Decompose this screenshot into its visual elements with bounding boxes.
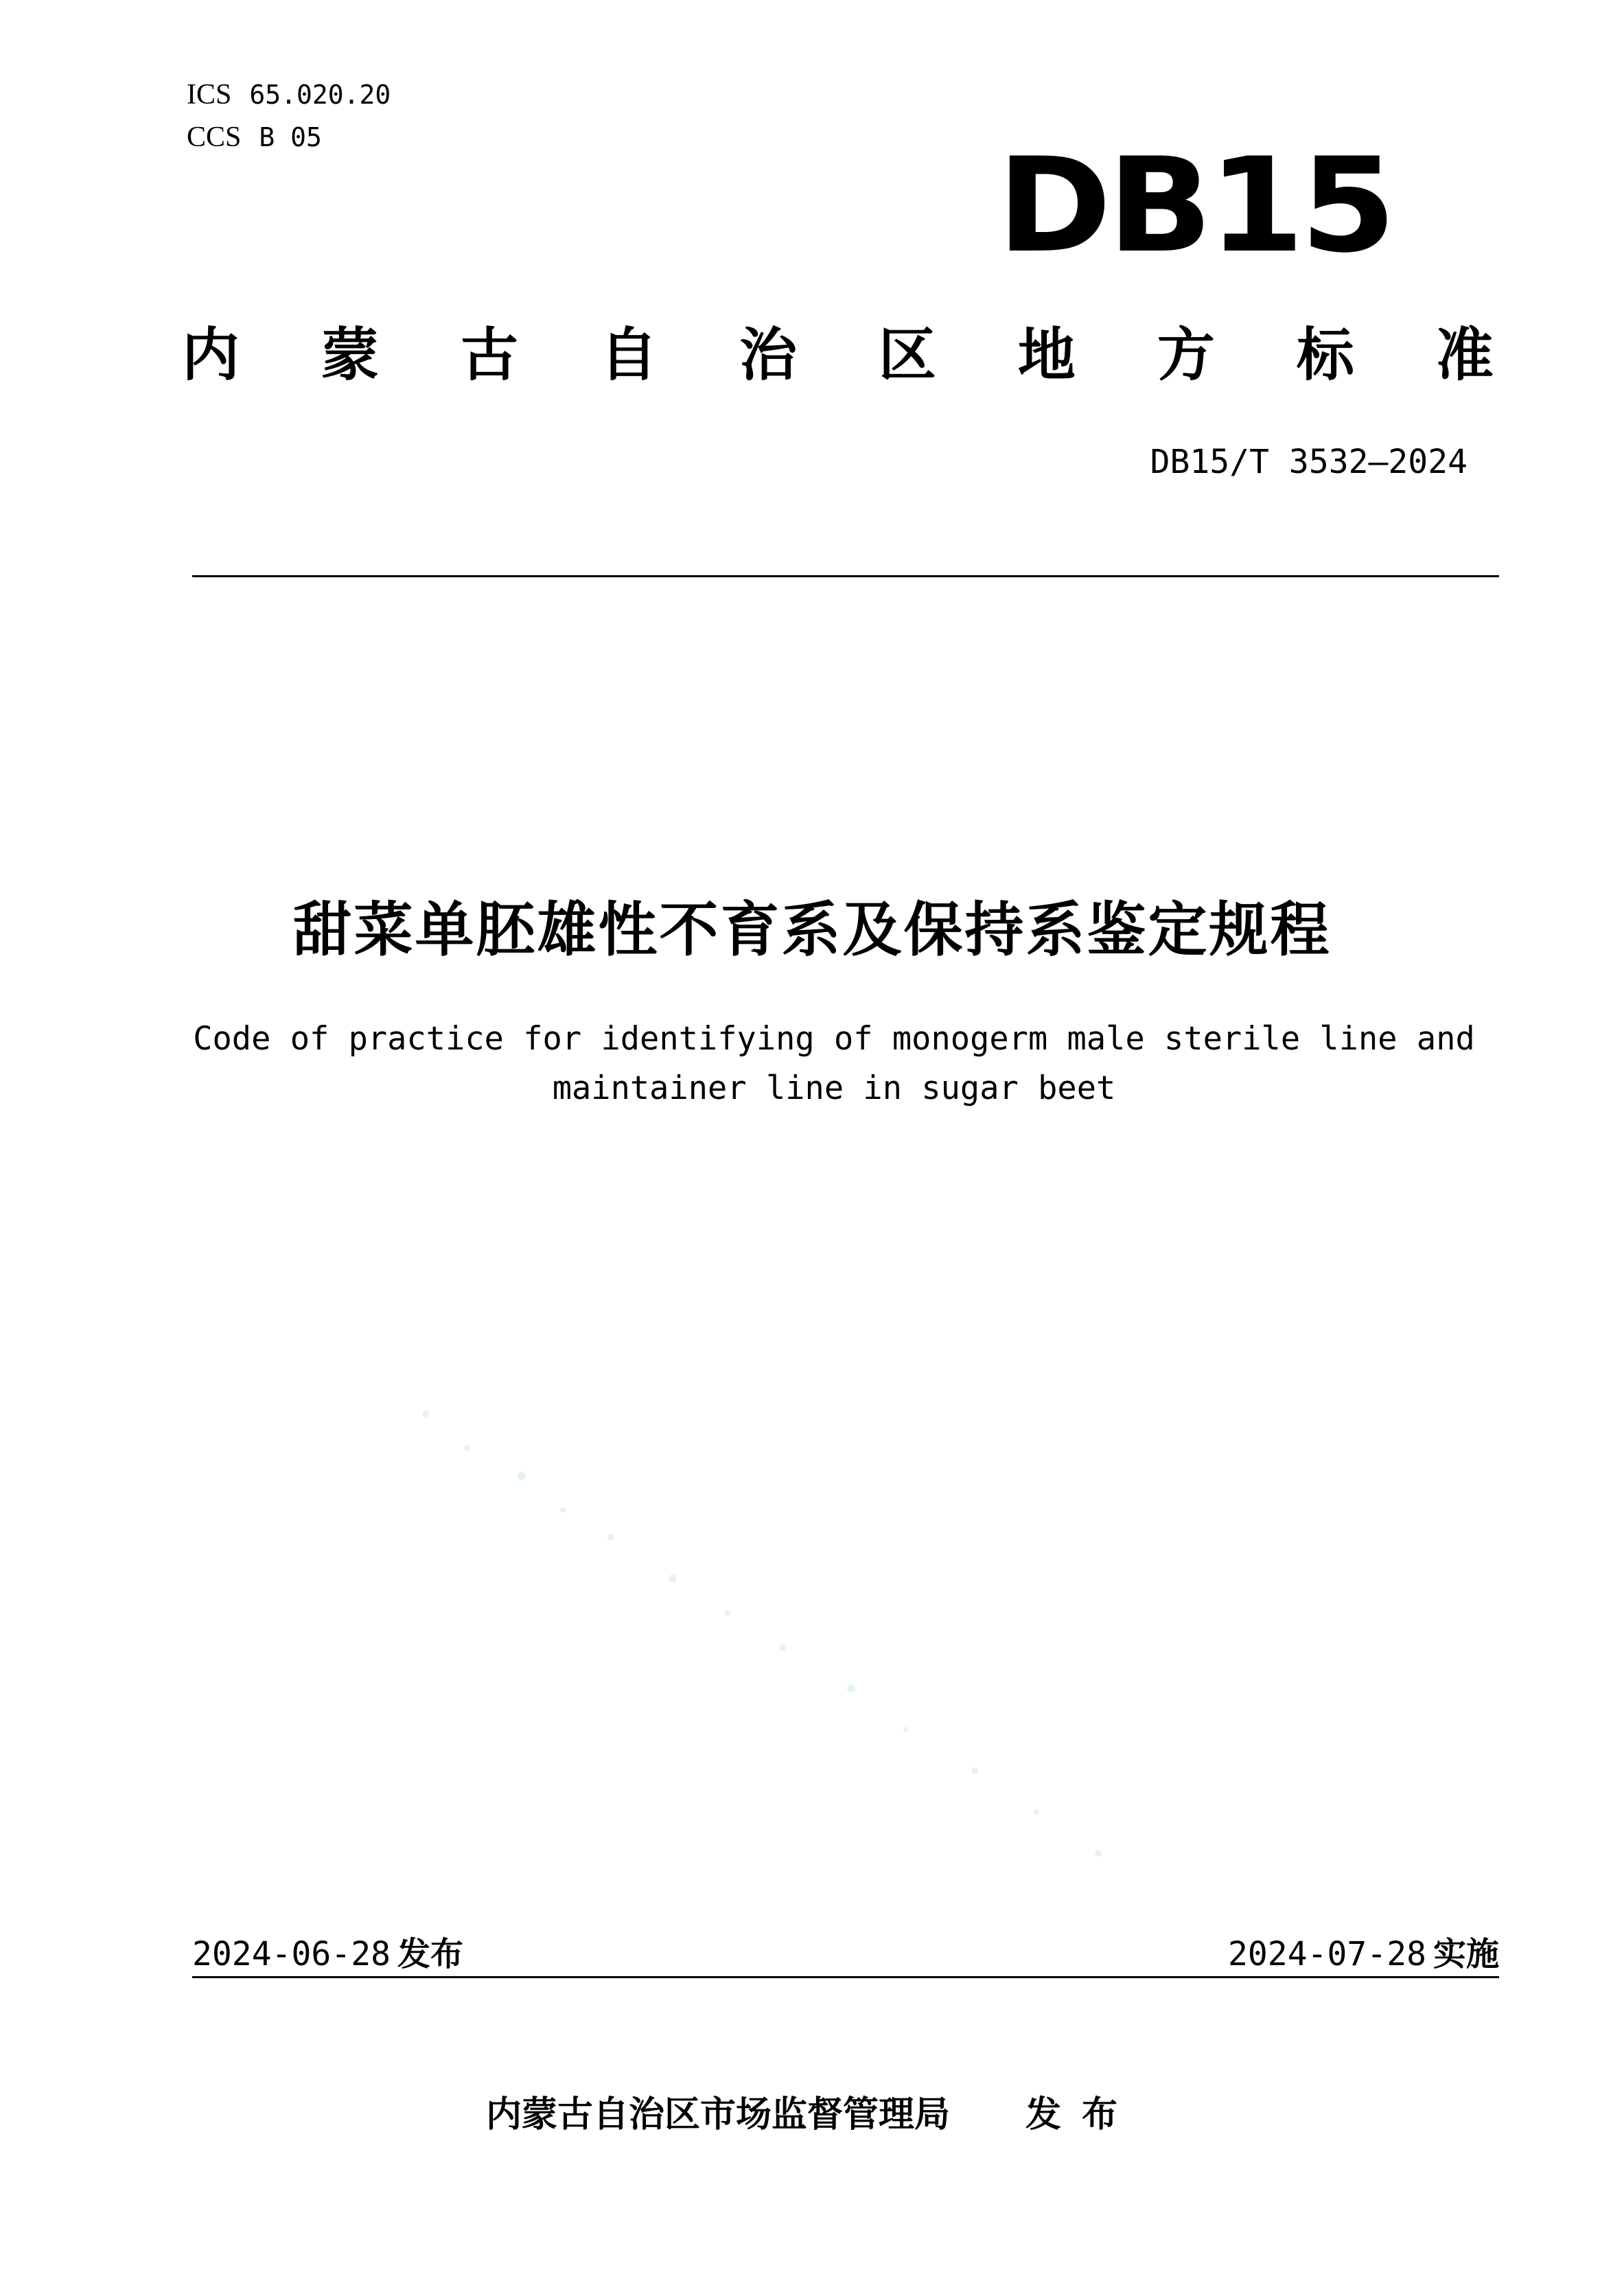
issuer bbox=[0, 2085, 1624, 2137]
authority-heading bbox=[182, 312, 1494, 388]
authority-char: 治 bbox=[739, 321, 797, 389]
standard-number: DB15/T 3532—2024 bbox=[1150, 443, 1468, 481]
authority-char: 区 bbox=[878, 321, 936, 389]
authority-char: 古 bbox=[460, 321, 518, 389]
ics-label: ICS bbox=[187, 79, 232, 111]
issuer-action: 发布 bbox=[1025, 2094, 1139, 2135]
top-divider bbox=[192, 575, 1499, 577]
authority-char: 方 bbox=[1157, 321, 1215, 389]
issue-date-label: 发布 bbox=[397, 1935, 463, 1973]
document-title-en bbox=[172, 1014, 1496, 1113]
implementation-date bbox=[1228, 1927, 1499, 1975]
issue-date-value: 2024-06-28 bbox=[192, 1935, 391, 1973]
implementation-date-value: 2024-07-28 bbox=[1228, 1935, 1426, 1973]
authority-char: 准 bbox=[1435, 321, 1494, 389]
authority-char: 内 bbox=[182, 321, 240, 389]
watermark bbox=[384, 1373, 1277, 1922]
implementation-date-label: 实施 bbox=[1432, 1935, 1499, 1973]
title-en-line-2: maintainer line in sugar beet bbox=[552, 1069, 1116, 1107]
ccs-value: B 05 bbox=[259, 122, 322, 152]
issuer-name: 内蒙古自治区市场监督管理局 bbox=[485, 2094, 950, 2135]
ccs-label: CCS bbox=[187, 121, 242, 153]
bottom-divider bbox=[192, 1976, 1499, 1978]
authority-char: 地 bbox=[1017, 321, 1076, 389]
ics-value: 65.020.20 bbox=[249, 80, 391, 110]
ccs-code bbox=[187, 121, 322, 154]
issue-date bbox=[192, 1927, 463, 1975]
title-en-line-1: Code of practice for identifying of monogerm male sterile line and bbox=[193, 1020, 1475, 1058]
ics-code bbox=[187, 78, 391, 111]
document-title-cn: 甜菜单胚雄性不育系及保持系鉴定规程 bbox=[292, 896, 1332, 964]
authority-char: 蒙 bbox=[321, 321, 379, 389]
authority-char: 自 bbox=[599, 321, 658, 389]
db15-logo: DB15 bbox=[997, 130, 1392, 281]
authority-char: 标 bbox=[1296, 321, 1354, 389]
